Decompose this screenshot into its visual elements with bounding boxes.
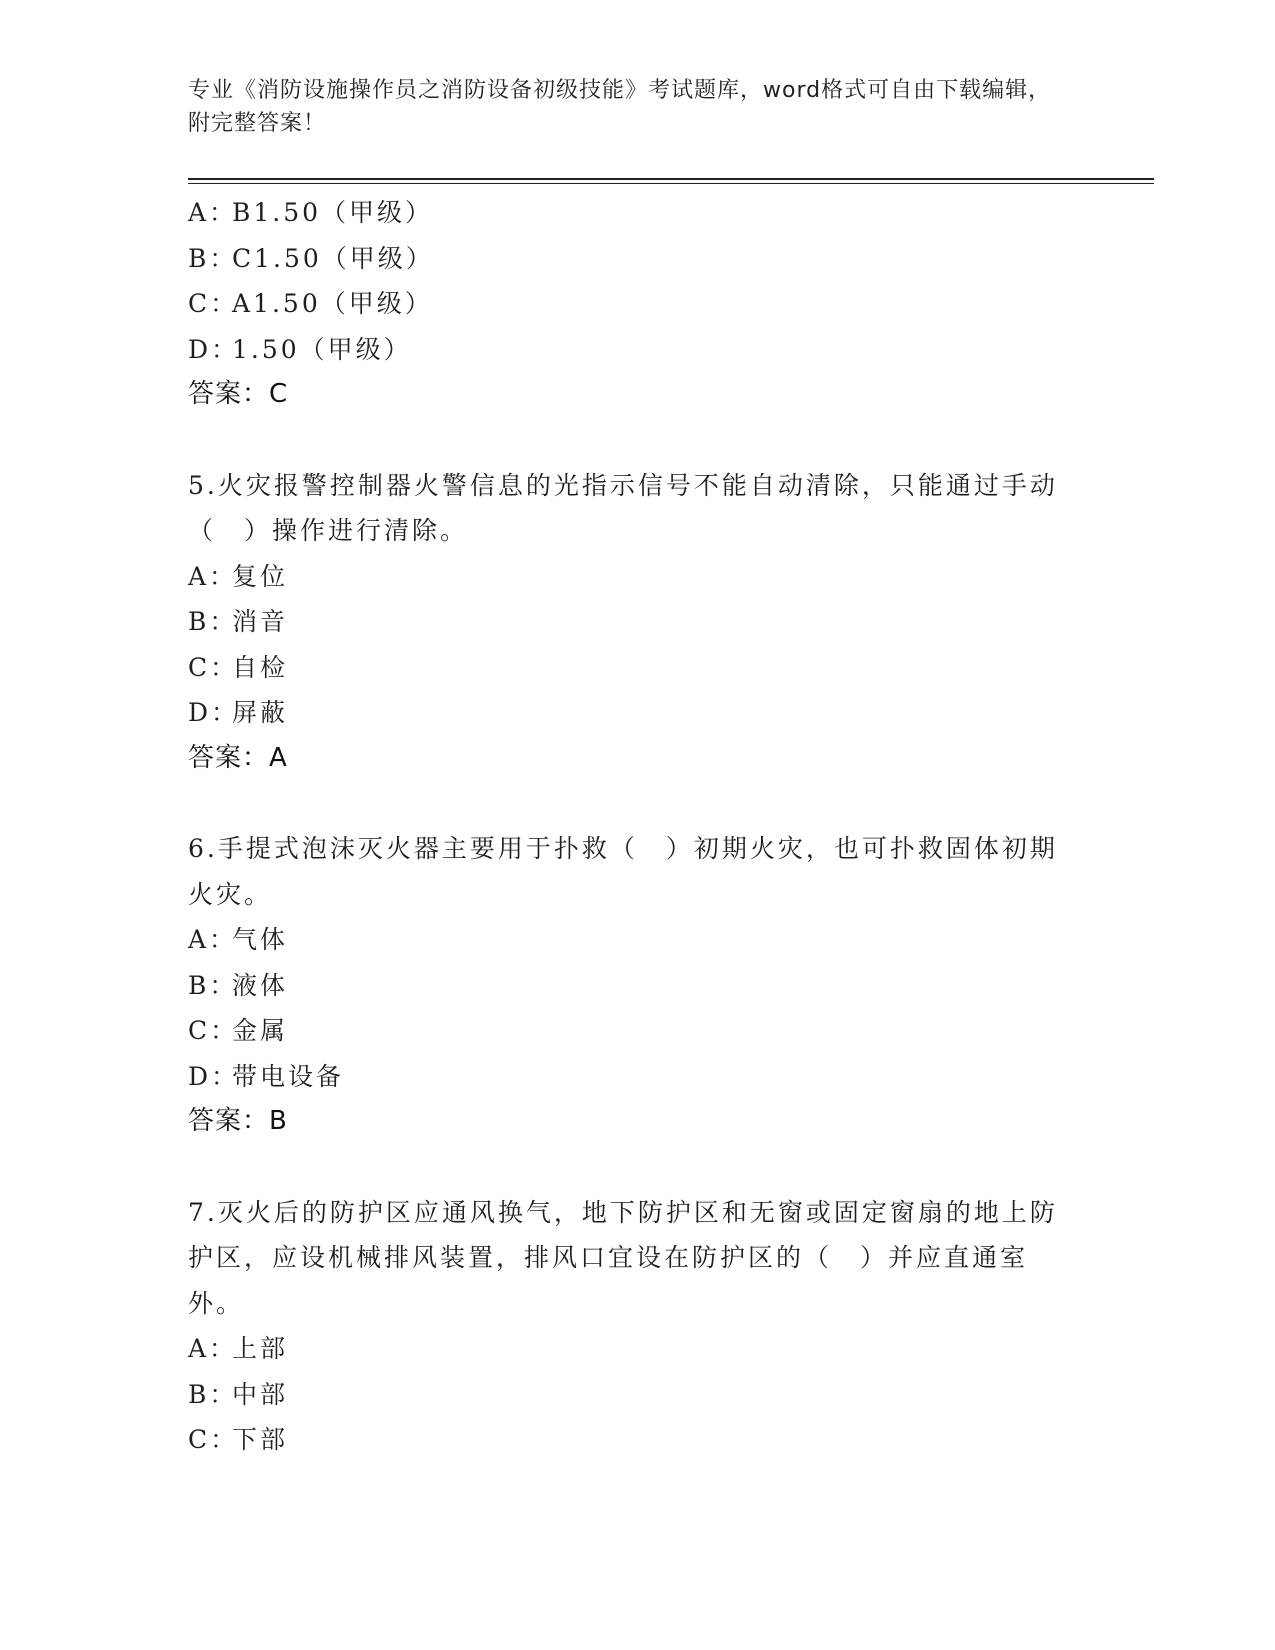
option-b (188, 236, 1068, 282)
option-text: 下部 (232, 1425, 289, 1454)
option-label: A： (188, 925, 238, 954)
option-text: 液体 (232, 970, 289, 1000)
option-label: C： (188, 652, 239, 682)
option-label: B： (188, 607, 238, 636)
answer-line: 答案：A (188, 742, 288, 773)
option-label: B： (188, 243, 238, 273)
option-c (188, 281, 1068, 327)
question-block-5 (188, 463, 1068, 782)
option-label: D： (188, 334, 240, 364)
option-text: B1.50（甲级） (232, 198, 434, 227)
option-a (188, 190, 1068, 236)
question-list (188, 190, 1068, 1463)
option-c (188, 645, 1068, 691)
option-label: D： (188, 1061, 240, 1091)
option-d (188, 690, 1068, 736)
option-label: B： (188, 970, 238, 1000)
question-block-7 (188, 1190, 1068, 1463)
option-label: D： (188, 698, 240, 727)
option-text: A1.50（甲级） (232, 289, 433, 318)
option-text: 带电设备 (232, 1061, 345, 1091)
option-label: A： (188, 1334, 238, 1363)
question-text: 6.手提式泡沫灭火器主要用于扑救（ ）初期火灾，也可扑救固体初期火灾。 (188, 834, 1058, 909)
question-text: 5.火灾报警控制器火警信息的光指示信号不能自动清除，只能通过手动（ ）操作进行清除。 (188, 470, 1058, 545)
header-rule-thick (188, 178, 1154, 180)
option-text: 消音 (232, 607, 289, 636)
option-a (188, 1326, 1068, 1372)
option-text: 自检 (232, 652, 289, 682)
option-b (188, 1372, 1068, 1418)
option-label: A： (188, 198, 238, 227)
option-text: 金属 (232, 1016, 289, 1045)
option-b (188, 963, 1068, 1009)
option-d (188, 327, 1068, 373)
option-d (188, 1054, 1068, 1100)
option-label: C： (188, 1016, 239, 1045)
answer-line: 答案：B (188, 1106, 288, 1136)
question-block-6 (188, 826, 1068, 1145)
option-text: 气体 (232, 925, 289, 954)
option-c (188, 1417, 1068, 1463)
option-text: 上部 (232, 1334, 289, 1363)
option-label: C： (188, 1425, 239, 1454)
header-rule-thin (188, 183, 1154, 184)
option-b (188, 599, 1068, 645)
document-header: 专业《消防设施操作员之消防设备初级技能》考试题库，word格式可自由下载编辑，附完整答案！ (188, 78, 1052, 136)
option-label: C： (188, 289, 239, 318)
question-block-partial (188, 190, 1068, 418)
option-text: 1.50（甲级） (232, 334, 412, 364)
option-label: B： (188, 1379, 238, 1409)
option-text: C1.50（甲级） (232, 243, 434, 273)
question-text: 7.灭火后的防护区应通风换气，地下防护区和无窗或固定窗扇的地上防护区，应设机械排风装置，排风口宜设在防护区的（ ）并应直通室外。 (188, 1197, 1058, 1318)
option-a (188, 917, 1068, 963)
option-text: 屏蔽 (232, 698, 289, 727)
option-a (188, 554, 1068, 600)
option-text: 复位 (232, 561, 289, 591)
option-label: A： (188, 561, 238, 591)
answer-line: 答案：C (188, 379, 289, 409)
option-c (188, 1008, 1068, 1054)
option-text: 中部 (232, 1379, 289, 1409)
